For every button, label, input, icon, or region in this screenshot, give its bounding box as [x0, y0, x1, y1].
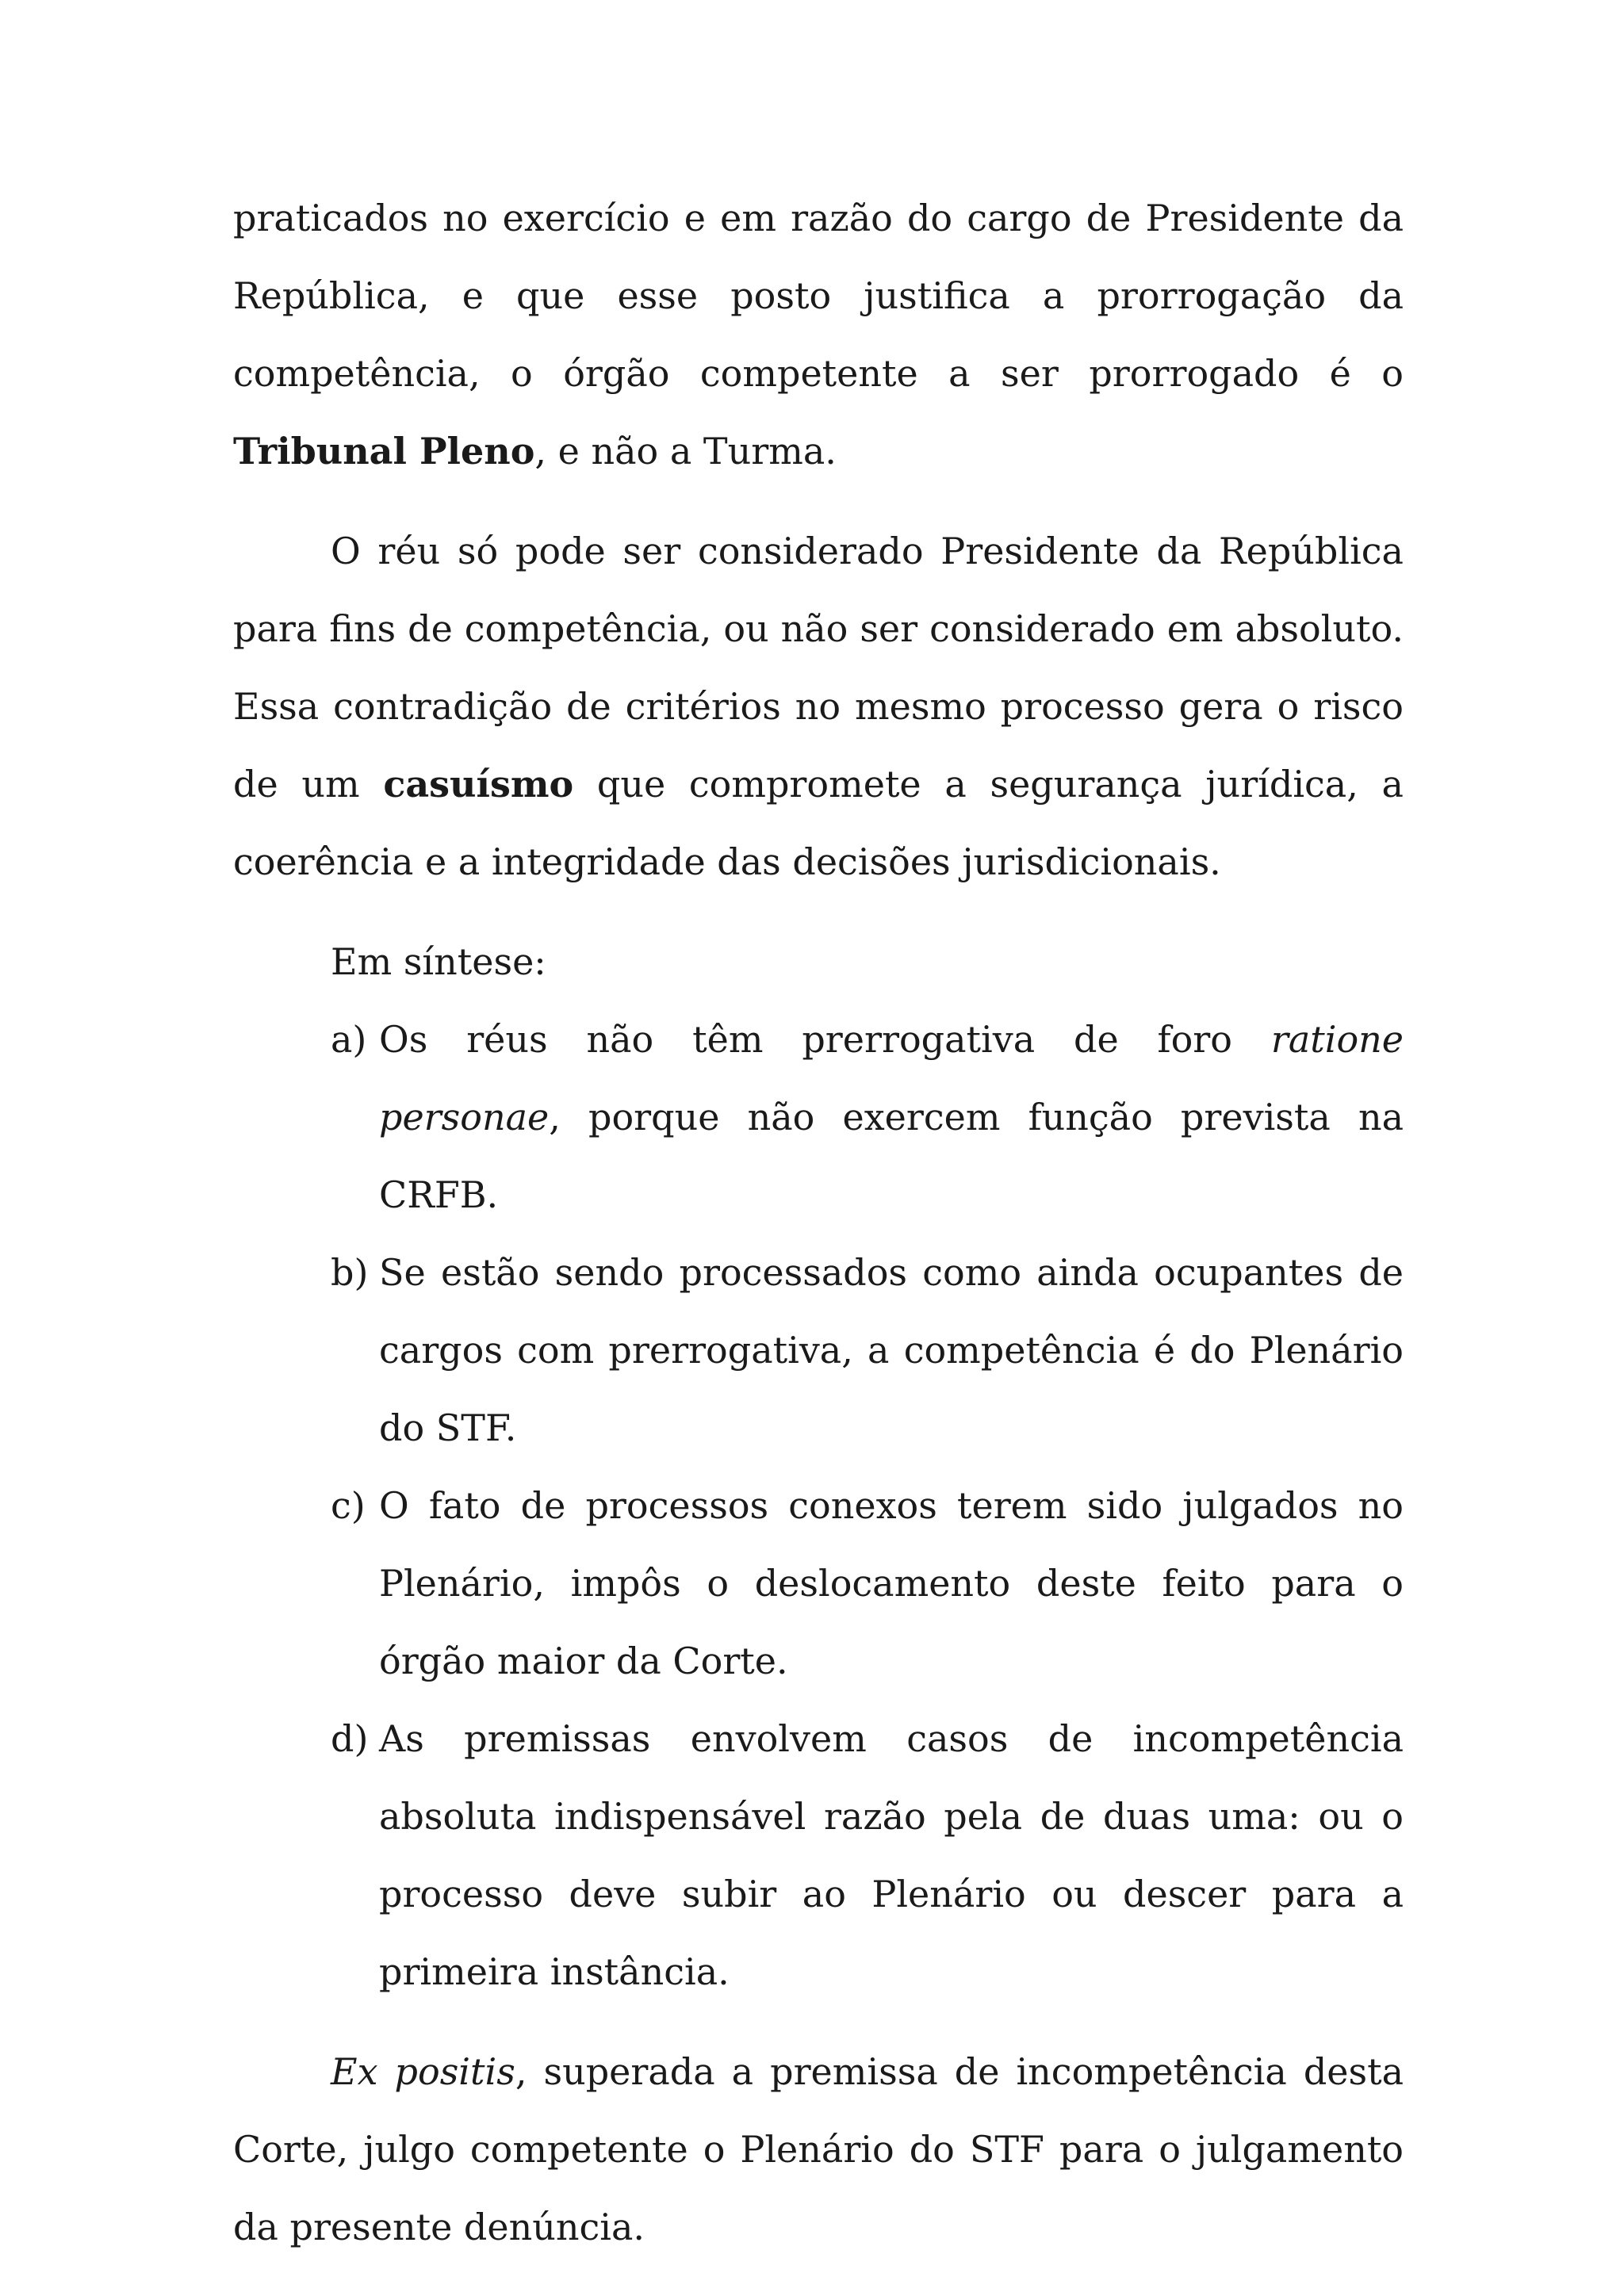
list-item-a [233, 1001, 1404, 1234]
paragraph-ex-positis [233, 2033, 1404, 2266]
paragraph-text: praticados no exercício e em razão do cargo de Presidente da República, e que esse posto justifica a prorrogação da competência, o órgão competente a ser prorrogado é o [233, 197, 1404, 395]
paragraph-presidente-competencia [233, 179, 1404, 490]
paragraph-text: , superada a premissa de incompetência desta Corte, julgo competente o Plenário do STF para o julgamento da presente denúncia. [233, 2050, 1404, 2248]
list-marker: d) [331, 1717, 369, 1760]
bold-term-tribunal-pleno: Tribunal Pleno [233, 430, 535, 473]
list-item-text: Se estão sendo processados como ainda ocupantes de cargos com prerrogativa, a competência é do Plenário do STF. [379, 1251, 1404, 1449]
list-item-c [233, 1467, 1404, 1700]
paragraph-text: O réu só pode ser considerado Presidente da República para fins de competência, ou não ser considerado em absoluto. Essa contradição de critérios no mesmo processo gera o risco de um [233, 530, 1404, 806]
list-marker: b) [331, 1251, 369, 1294]
italic-term-ratione-personae: ratione personae [379, 1018, 1404, 1138]
list-marker: c) [331, 1484, 366, 1527]
bold-term-casuismo: casuísmo [383, 763, 574, 806]
document-page [233, 179, 1404, 2266]
summary-list [233, 1001, 1404, 2011]
list-item-text: , porque não exercem função prevista na CRFB. [379, 1096, 1404, 1216]
list-item-text: O fato de processos conexos terem sido julgados no Plenário, impôs o deslocamento deste feito para o órgão maior da Corte. [379, 1484, 1404, 1682]
paragraph-em-sintese [233, 923, 1404, 1001]
list-item-b [233, 1234, 1404, 1467]
list-marker: a) [331, 1018, 367, 1061]
list-item-d [233, 1700, 1404, 2011]
list-item-text: As premissas envolvem casos de incompetência absoluta indispensável razão pela de duas uma: ou o processo deve subir ao Plenário ou descer para a primeira instância. [379, 1717, 1404, 1993]
italic-term-ex-positis: Ex positis [331, 2050, 515, 2093]
paragraph-text: , e não a Turma. [534, 430, 837, 473]
paragraph-text: que compromete a segurança jurídica, a coerência e a integridade das decisões jurisdicionais. [233, 763, 1404, 883]
list-item-text: Os réus não têm prerrogativa de foro [379, 1018, 1271, 1061]
paragraph-contradicao-criterios [233, 512, 1404, 901]
paragraph-text: Em síntese: [331, 940, 546, 983]
